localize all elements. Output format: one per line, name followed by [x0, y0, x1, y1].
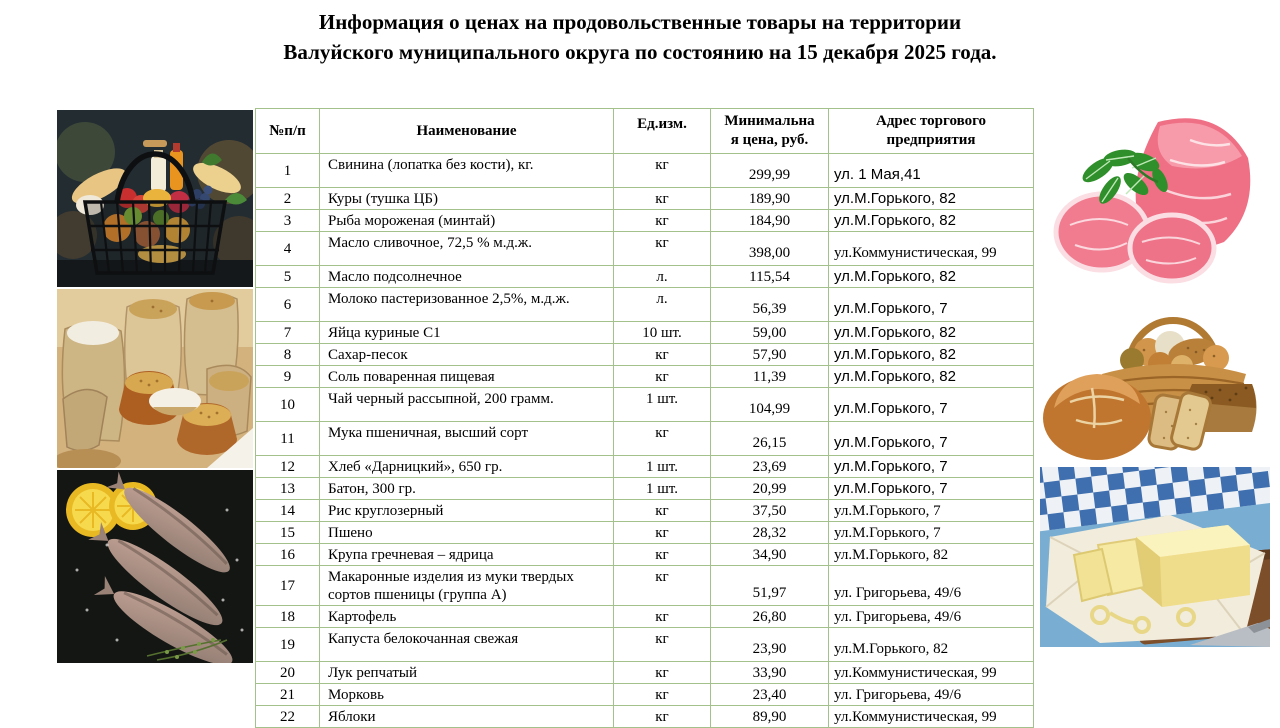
- table-row: [256, 366, 1034, 388]
- table-row: [256, 706, 1034, 728]
- page-title: [0, 7, 1280, 67]
- cell-number: 22: [256, 706, 320, 728]
- cell-address: ул.Коммунистическая, 99: [829, 706, 1034, 728]
- cell-address: ул.Коммунистическая, 99: [829, 232, 1034, 266]
- cell-address: ул.М.Горького, 82: [829, 544, 1034, 566]
- cell-number: 10: [256, 388, 320, 422]
- cell-price: 57,90: [711, 344, 829, 366]
- cell-price: 51,97: [711, 566, 829, 606]
- cell-number: 19: [256, 628, 320, 662]
- cell-address: ул.М.Горького, 82: [829, 210, 1034, 232]
- cell-address: ул. 1 Мая,41: [829, 154, 1034, 188]
- cell-unit: кг: [614, 706, 711, 728]
- cell-address: ул.М.Горького, 82: [829, 266, 1034, 288]
- cell-number: 1: [256, 154, 320, 188]
- cell-item-name: Морковь: [320, 684, 614, 706]
- cell-address: ул.М.Горького, 82: [829, 188, 1034, 210]
- cell-price: 34,90: [711, 544, 829, 566]
- table-row: [256, 478, 1034, 500]
- cell-unit: 1 шт.: [614, 388, 711, 422]
- table-row: [256, 288, 1034, 322]
- price-table-body: [256, 154, 1034, 728]
- cell-item-name: Куры (тушка ЦБ): [320, 188, 614, 210]
- cell-address: ул.М.Горького, 82: [829, 628, 1034, 662]
- cell-unit: кг: [614, 662, 711, 684]
- cell-number: 3: [256, 210, 320, 232]
- cell-address: ул.Коммунистическая, 99: [829, 662, 1034, 684]
- header-number: №п/п: [256, 109, 320, 154]
- page-title-line1: Информация о ценах на продовольственные товары на территории: [318, 10, 962, 34]
- cell-number: 18: [256, 606, 320, 628]
- cell-address: ул.М.Горького, 7: [829, 388, 1034, 422]
- price-table: [255, 108, 1034, 728]
- cell-unit: кг: [614, 154, 711, 188]
- cell-number: 4: [256, 232, 320, 266]
- cell-unit: кг: [614, 210, 711, 232]
- bread-basket-photo: [1040, 292, 1270, 465]
- page-title-line2: Валуйского муниципального округа по состоянию на 15 декабря 2025 года.: [283, 40, 997, 64]
- cell-price: 104,99: [711, 388, 829, 422]
- cell-unit: л.: [614, 288, 711, 322]
- cell-price: 26,15: [711, 422, 829, 456]
- price-table-header: [256, 109, 1034, 154]
- table-row: [256, 344, 1034, 366]
- table-row: [256, 628, 1034, 662]
- raw-meat-with-mint-photo: [1040, 100, 1270, 290]
- table-row: [256, 456, 1034, 478]
- cell-address: ул.М.Горького, 7: [829, 478, 1034, 500]
- grain-sacks-photo: [57, 289, 253, 468]
- cell-number: 11: [256, 422, 320, 456]
- table-row: [256, 684, 1034, 706]
- cell-address: ул.М.Горького, 7: [829, 500, 1034, 522]
- table-row: [256, 662, 1034, 684]
- cell-number: 20: [256, 662, 320, 684]
- cell-address: ул.М.Горького, 7: [829, 288, 1034, 322]
- cell-item-name: Рис круглозерный: [320, 500, 614, 522]
- cell-price: 11,39: [711, 366, 829, 388]
- cell-unit: кг: [614, 522, 711, 544]
- table-row: [256, 266, 1034, 288]
- table-row: [256, 500, 1034, 522]
- table-row: [256, 322, 1034, 344]
- table-row: [256, 154, 1034, 188]
- cell-item-name: Макаронные изделия из муки твердых сортов пшеницы (группа А): [320, 566, 614, 606]
- cell-number: 8: [256, 344, 320, 366]
- raw-meat-image: [1040, 100, 1270, 290]
- table-row: [256, 422, 1034, 456]
- cell-unit: кг: [614, 684, 711, 706]
- cell-price: 20,99: [711, 478, 829, 500]
- cell-price: 37,50: [711, 500, 829, 522]
- cell-address: ул. Григорьева, 49/6: [829, 606, 1034, 628]
- cell-item-name: Масло подсолнечное: [320, 266, 614, 288]
- cell-item-name: Капуста белокочанная свежая: [320, 628, 614, 662]
- cell-address: ул.М.Горького, 7: [829, 456, 1034, 478]
- table-row: [256, 606, 1034, 628]
- cell-item-name: Картофель: [320, 606, 614, 628]
- cell-item-name: Масло сливочное, 72,5 % м.д.ж.: [320, 232, 614, 266]
- cell-unit: кг: [614, 500, 711, 522]
- cell-unit: кг: [614, 232, 711, 266]
- cell-unit: кг: [614, 566, 711, 606]
- cell-item-name: Молоко пастеризованное 2,5%, м.д.ж.: [320, 288, 614, 322]
- cell-number: 2: [256, 188, 320, 210]
- cell-address: ул. Григорьева, 49/6: [829, 566, 1034, 606]
- cell-address: ул.М.Горького, 82: [829, 322, 1034, 344]
- cell-unit: 1 шт.: [614, 456, 711, 478]
- cell-number: 14: [256, 500, 320, 522]
- cell-item-name: Батон, 300 гр.: [320, 478, 614, 500]
- cell-number: 13: [256, 478, 320, 500]
- cell-price: 59,00: [711, 322, 829, 344]
- table-row: [256, 566, 1034, 606]
- cell-address: ул.М.Горького, 7: [829, 422, 1034, 456]
- header-name: Наименование: [320, 109, 614, 154]
- cell-number: 17: [256, 566, 320, 606]
- table-row: [256, 388, 1034, 422]
- cell-price: 23,90: [711, 628, 829, 662]
- cell-unit: кг: [614, 422, 711, 456]
- cell-unit: кг: [614, 344, 711, 366]
- cell-price: 184,90: [711, 210, 829, 232]
- cell-price: 23,69: [711, 456, 829, 478]
- header-price: Минимальна я цена, руб.: [711, 109, 829, 154]
- cell-unit: кг: [614, 606, 711, 628]
- cell-number: 15: [256, 522, 320, 544]
- cell-unit: л.: [614, 266, 711, 288]
- butter-block-photo: [1040, 467, 1270, 647]
- cell-address: ул.М.Горького, 82: [829, 344, 1034, 366]
- cell-item-name: Рыба мороженая (минтай): [320, 210, 614, 232]
- cell-item-name: Мука пшеничная, высший сорт: [320, 422, 614, 456]
- cell-number: 16: [256, 544, 320, 566]
- cell-price: 56,39: [711, 288, 829, 322]
- cell-item-name: Яблоки: [320, 706, 614, 728]
- header-address: Адрес торгового предприятия: [829, 109, 1034, 154]
- table-row: [256, 522, 1034, 544]
- fish-with-lemon-image: [57, 470, 253, 663]
- cell-price: 28,32: [711, 522, 829, 544]
- butter-block-image: [1040, 467, 1270, 647]
- table-row: [256, 188, 1034, 210]
- cell-unit: кг: [614, 366, 711, 388]
- cell-address: ул. Григорьева, 49/6: [829, 684, 1034, 706]
- cell-item-name: Сахар-песок: [320, 344, 614, 366]
- table-row: [256, 232, 1034, 266]
- cell-number: 7: [256, 322, 320, 344]
- cell-address: ул.М.Горького, 7: [829, 522, 1034, 544]
- header-unit: Ед.изм.: [614, 109, 711, 154]
- cell-item-name: Свинина (лопатка без кости), кг.: [320, 154, 614, 188]
- cell-number: 6: [256, 288, 320, 322]
- grocery-basket-image: [57, 110, 253, 287]
- cell-item-name: Чай черный рассыпной, 200 грамм.: [320, 388, 614, 422]
- fish-with-lemon-photo: [57, 470, 253, 663]
- cell-price: 115,54: [711, 266, 829, 288]
- cell-price: 189,90: [711, 188, 829, 210]
- cell-number: 9: [256, 366, 320, 388]
- cell-item-name: Крупа гречневая – ядрица: [320, 544, 614, 566]
- cell-unit: кг: [614, 544, 711, 566]
- cell-price: 23,40: [711, 684, 829, 706]
- cell-unit: 10 шт.: [614, 322, 711, 344]
- cell-price: 26,80: [711, 606, 829, 628]
- cell-item-name: Пшено: [320, 522, 614, 544]
- grocery-basket-photo: [57, 110, 253, 287]
- cell-unit: 1 шт.: [614, 478, 711, 500]
- cell-price: 299,99: [711, 154, 829, 188]
- table-row: [256, 210, 1034, 232]
- cell-item-name: Хлеб «Дарницкий», 650 гр.: [320, 456, 614, 478]
- table-row: [256, 544, 1034, 566]
- cell-price: 89,90: [711, 706, 829, 728]
- grain-sacks-image: [57, 289, 253, 468]
- cell-unit: кг: [614, 188, 711, 210]
- cell-number: 5: [256, 266, 320, 288]
- left-photo-column: [57, 110, 253, 665]
- cell-item-name: Лук репчатый: [320, 662, 614, 684]
- cell-price: 33,90: [711, 662, 829, 684]
- right-photo-column: [1040, 100, 1270, 649]
- cell-address: ул.М.Горького, 82: [829, 366, 1034, 388]
- cell-price: 398,00: [711, 232, 829, 266]
- cell-unit: кг: [614, 628, 711, 662]
- cell-item-name: Яйца куриные С1: [320, 322, 614, 344]
- cell-number: 21: [256, 684, 320, 706]
- cell-number: 12: [256, 456, 320, 478]
- cell-item-name: Соль поваренная пищевая: [320, 366, 614, 388]
- bread-basket-image: [1040, 292, 1270, 465]
